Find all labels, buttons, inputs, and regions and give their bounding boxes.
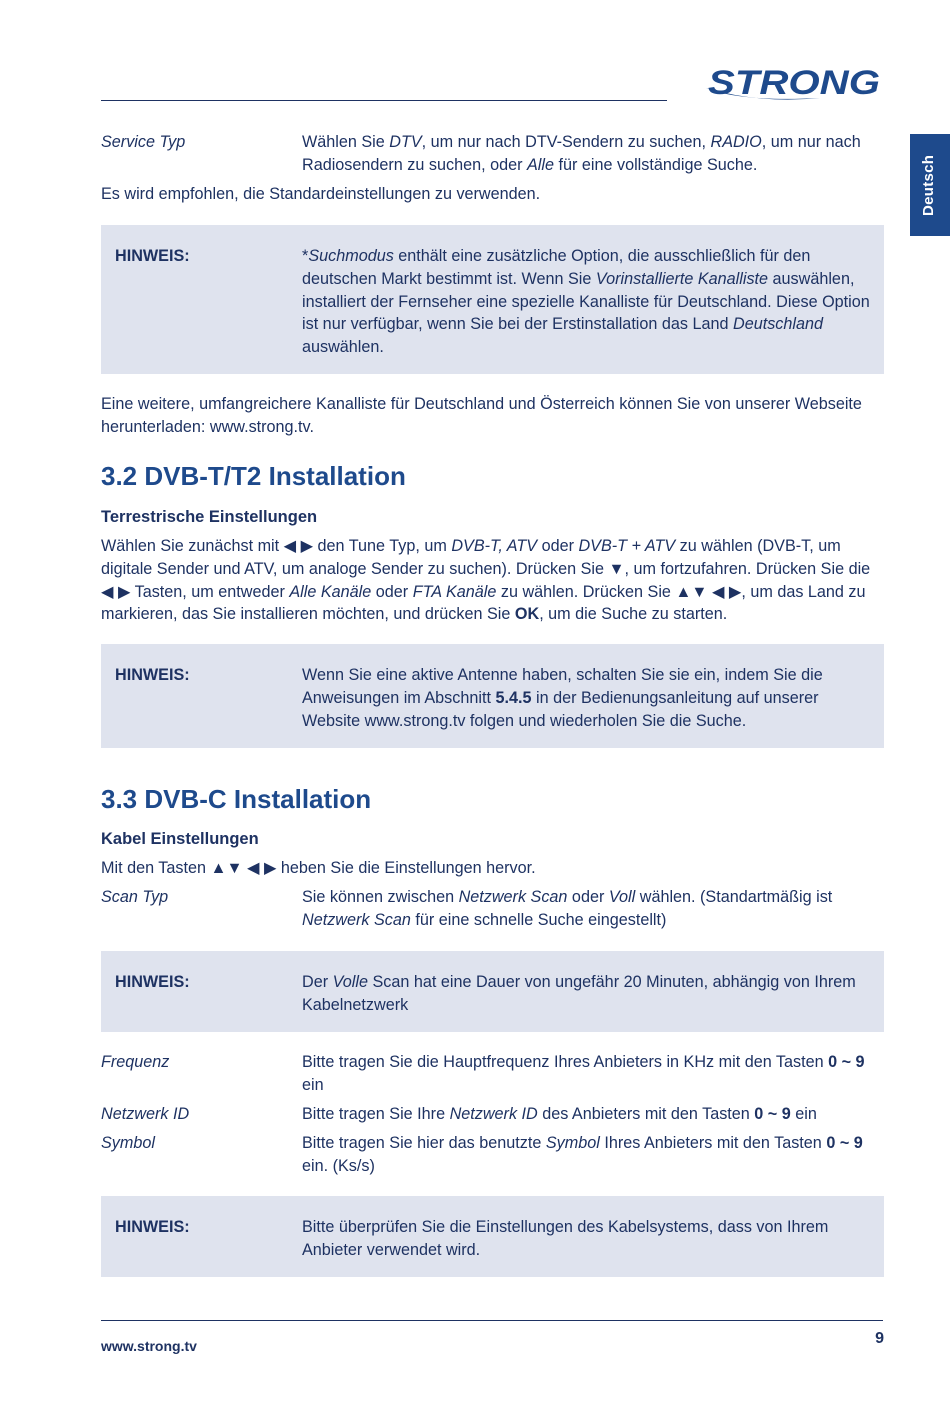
symbol-row: [101, 1132, 884, 1178]
netzwerk-id-term: Netzwerk ID: [101, 1105, 190, 1123]
note-text: Bitte überprüfen Sie die Einstellungen des Kabelsystems, dass von Ihrem Anbieter verwendet wird.: [302, 1218, 829, 1259]
section-3-3-subtitle: Kabel Einstellungen: [101, 830, 259, 848]
note-text: [302, 664, 874, 732]
text-segment: , um die Suche zu starten.: [539, 605, 728, 624]
text-segment: , um nur nach Radiosendern zu suchen, oder: [302, 133, 861, 174]
note-label: HINWEIS:: [115, 1218, 190, 1236]
text-segment: ein: [790, 1105, 817, 1123]
italic-segment: DTV: [389, 133, 422, 151]
text-segment: Wählen Sie: [302, 133, 390, 151]
text-segment: Ihres Anbieters mit den Tasten: [599, 1134, 827, 1152]
footer-url: www.strong.tv: [101, 1338, 197, 1354]
italic-segment: Netzwerk ID: [449, 1105, 538, 1123]
recommendation-text: Es wird empfohlen, die Standardeinstellungen zu verwenden.: [101, 185, 541, 203]
italic-segment: FTA Kanäle: [412, 582, 497, 601]
symbol-desc: [302, 1132, 884, 1178]
page-number: 9: [875, 1330, 884, 1347]
text-segment: *: [302, 247, 309, 265]
text-segment: enthält eine zusätzliche Option, die ausschließlich für den deutschen Markt bestimmt ist. Wenn Sie: [302, 247, 811, 288]
text-segment: des Anbieters mit den Tasten: [537, 1105, 755, 1123]
text-segment: Sie können zwischen: [302, 888, 459, 906]
text-segment: auswählen, installiert der Fernseher eine spezielle Kanalliste für Deutschland. Diese Option ist nur verfügbar, wenn Sie bei der Erstinstallation das Land: [302, 269, 870, 334]
text-segment: Der: [302, 973, 333, 991]
netzwerk-id-desc: [302, 1103, 884, 1126]
note-text: [302, 971, 874, 1017]
download-text: Eine weitere, umfangreichere Kanalliste für Deutschland und Österreich können Sie von unserer Webseite herunterladen: www.strong.tv.: [101, 395, 862, 436]
footer-rule: [101, 1320, 883, 1321]
language-tab-label: Deutsch: [920, 154, 938, 216]
italic-segment: Netzwerk Scan: [458, 888, 568, 906]
logo-text: STRONG: [708, 64, 880, 102]
note-box-scan-duration: [101, 951, 884, 1032]
note-label: HINWEIS:: [115, 973, 190, 991]
italic-segment: Alle Kanäle: [289, 582, 372, 601]
section-3-3-title: 3.3 DVB-C Installation: [101, 784, 372, 814]
netzwerk-id-row: [101, 1103, 884, 1126]
section-3-2-body: [101, 535, 884, 626]
header-rule: [101, 100, 667, 101]
text-segment: Bitte tragen Sie die Hauptfrequenz Ihres Anbieters in KHz mit den Tasten: [302, 1053, 829, 1071]
text-segment: Wählen Sie zunächst mit ◀ ▶ den Tune Typ, um: [101, 537, 452, 555]
frequenz-row: [101, 1051, 884, 1097]
text-segment: oder: [371, 582, 413, 601]
text-segment: für eine schnelle Suche eingestellt): [410, 910, 667, 929]
text-segment: oder: [567, 888, 609, 906]
scan-typ-row: [101, 886, 884, 932]
italic-segment: Symbol: [545, 1134, 600, 1152]
italic-segment: DVB-T + ATV: [578, 537, 676, 555]
text-segment: , um nur nach DTV-Sendern zu suchen,: [421, 133, 711, 151]
note-box-antenna: [101, 644, 884, 748]
language-tab: [910, 134, 950, 236]
italic-segment: Alle: [526, 155, 554, 174]
service-typ-term: Service Typ: [101, 133, 186, 151]
scan-typ-desc: [302, 886, 884, 932]
italic-segment: RADIO: [710, 133, 762, 151]
text-segment: Wenn Sie eine aktive Antenne haben, schalten Sie sie ein, indem Sie die Anweisungen im Abschnitt: [302, 666, 823, 707]
note-label: HINWEIS:: [115, 247, 190, 265]
text-segment: zu wählen. Drücken Sie ▲▼ ◀ ▶, um das Land zu markieren, das Sie installieren möchten, und drücken Sie: [101, 582, 866, 624]
note-text: [302, 245, 874, 359]
service-typ-row: [101, 131, 884, 177]
italic-segment: DVB-T, ATV: [451, 537, 538, 555]
note-box-suchmodus: [101, 225, 884, 374]
text-segment: zu wählen (DVB-T, um digitale Sender und ATV, um analoge Sender zu suchen). Drücken Sie ▼, um fortzufahren. Drücken Sie die ◀ ▶ Tasten, um entweder: [101, 537, 871, 601]
section-3-3-intro: Mit den Tasten ▲▼ ◀ ▶ heben Sie die Einstellungen hervor.: [101, 859, 536, 877]
note-box-cable-settings: [101, 1196, 884, 1277]
symbol-term: Symbol: [101, 1134, 155, 1152]
frequenz-desc: [302, 1051, 884, 1097]
text-segment: in der Bedienungsanleitung auf unserer Website www.strong.tv folgen und wiederholen Sie die Suche.: [302, 688, 819, 730]
italic-segment: Voll: [608, 888, 636, 906]
italic-segment: Deutschland: [733, 315, 824, 334]
italic-segment: Suchmodus: [308, 247, 394, 265]
italic-segment: Volle: [332, 973, 368, 991]
frequenz-term: Frequenz: [101, 1053, 170, 1071]
text-segment: oder: [537, 537, 579, 555]
italic-segment: Netzwerk Scan: [302, 910, 411, 929]
text-segment: ein. (Ks/s): [302, 1156, 375, 1175]
section-3-2-title: 3.2 DVB-T/T2 Installation: [101, 461, 406, 491]
bold-segment: OK: [514, 605, 540, 624]
section-3-2-subtitle: Terrestrische Einstellungen: [101, 508, 318, 526]
text-segment: Scan hat eine Dauer von ungefähr 20 Minuten, abhängig von Ihrem Kabelnetzwerk: [302, 973, 856, 1014]
italic-segment: Vorinstallierte Kanalliste: [595, 269, 769, 288]
text-segment: Bitte tragen Sie Ihre: [302, 1105, 450, 1123]
text-segment: für eine vollständige Suche.: [553, 155, 758, 174]
bold-segment: 5.4.5: [495, 688, 532, 707]
bold-segment: 0 ~ 9: [828, 1053, 865, 1071]
strong-logo: [700, 58, 885, 104]
bold-segment: 0 ~ 9: [826, 1134, 863, 1152]
service-typ-desc: [302, 131, 884, 177]
text-segment: Bitte tragen Sie hier das benutzte: [302, 1134, 546, 1152]
text-segment: wählen. (Standartmäßig ist: [635, 888, 833, 906]
text-segment: auswählen.: [302, 338, 384, 357]
note-label: HINWEIS:: [115, 666, 190, 684]
bold-segment: 0 ~ 9: [754, 1105, 791, 1123]
text-segment: ein: [302, 1075, 324, 1094]
scan-typ-term: Scan Typ: [101, 888, 169, 906]
